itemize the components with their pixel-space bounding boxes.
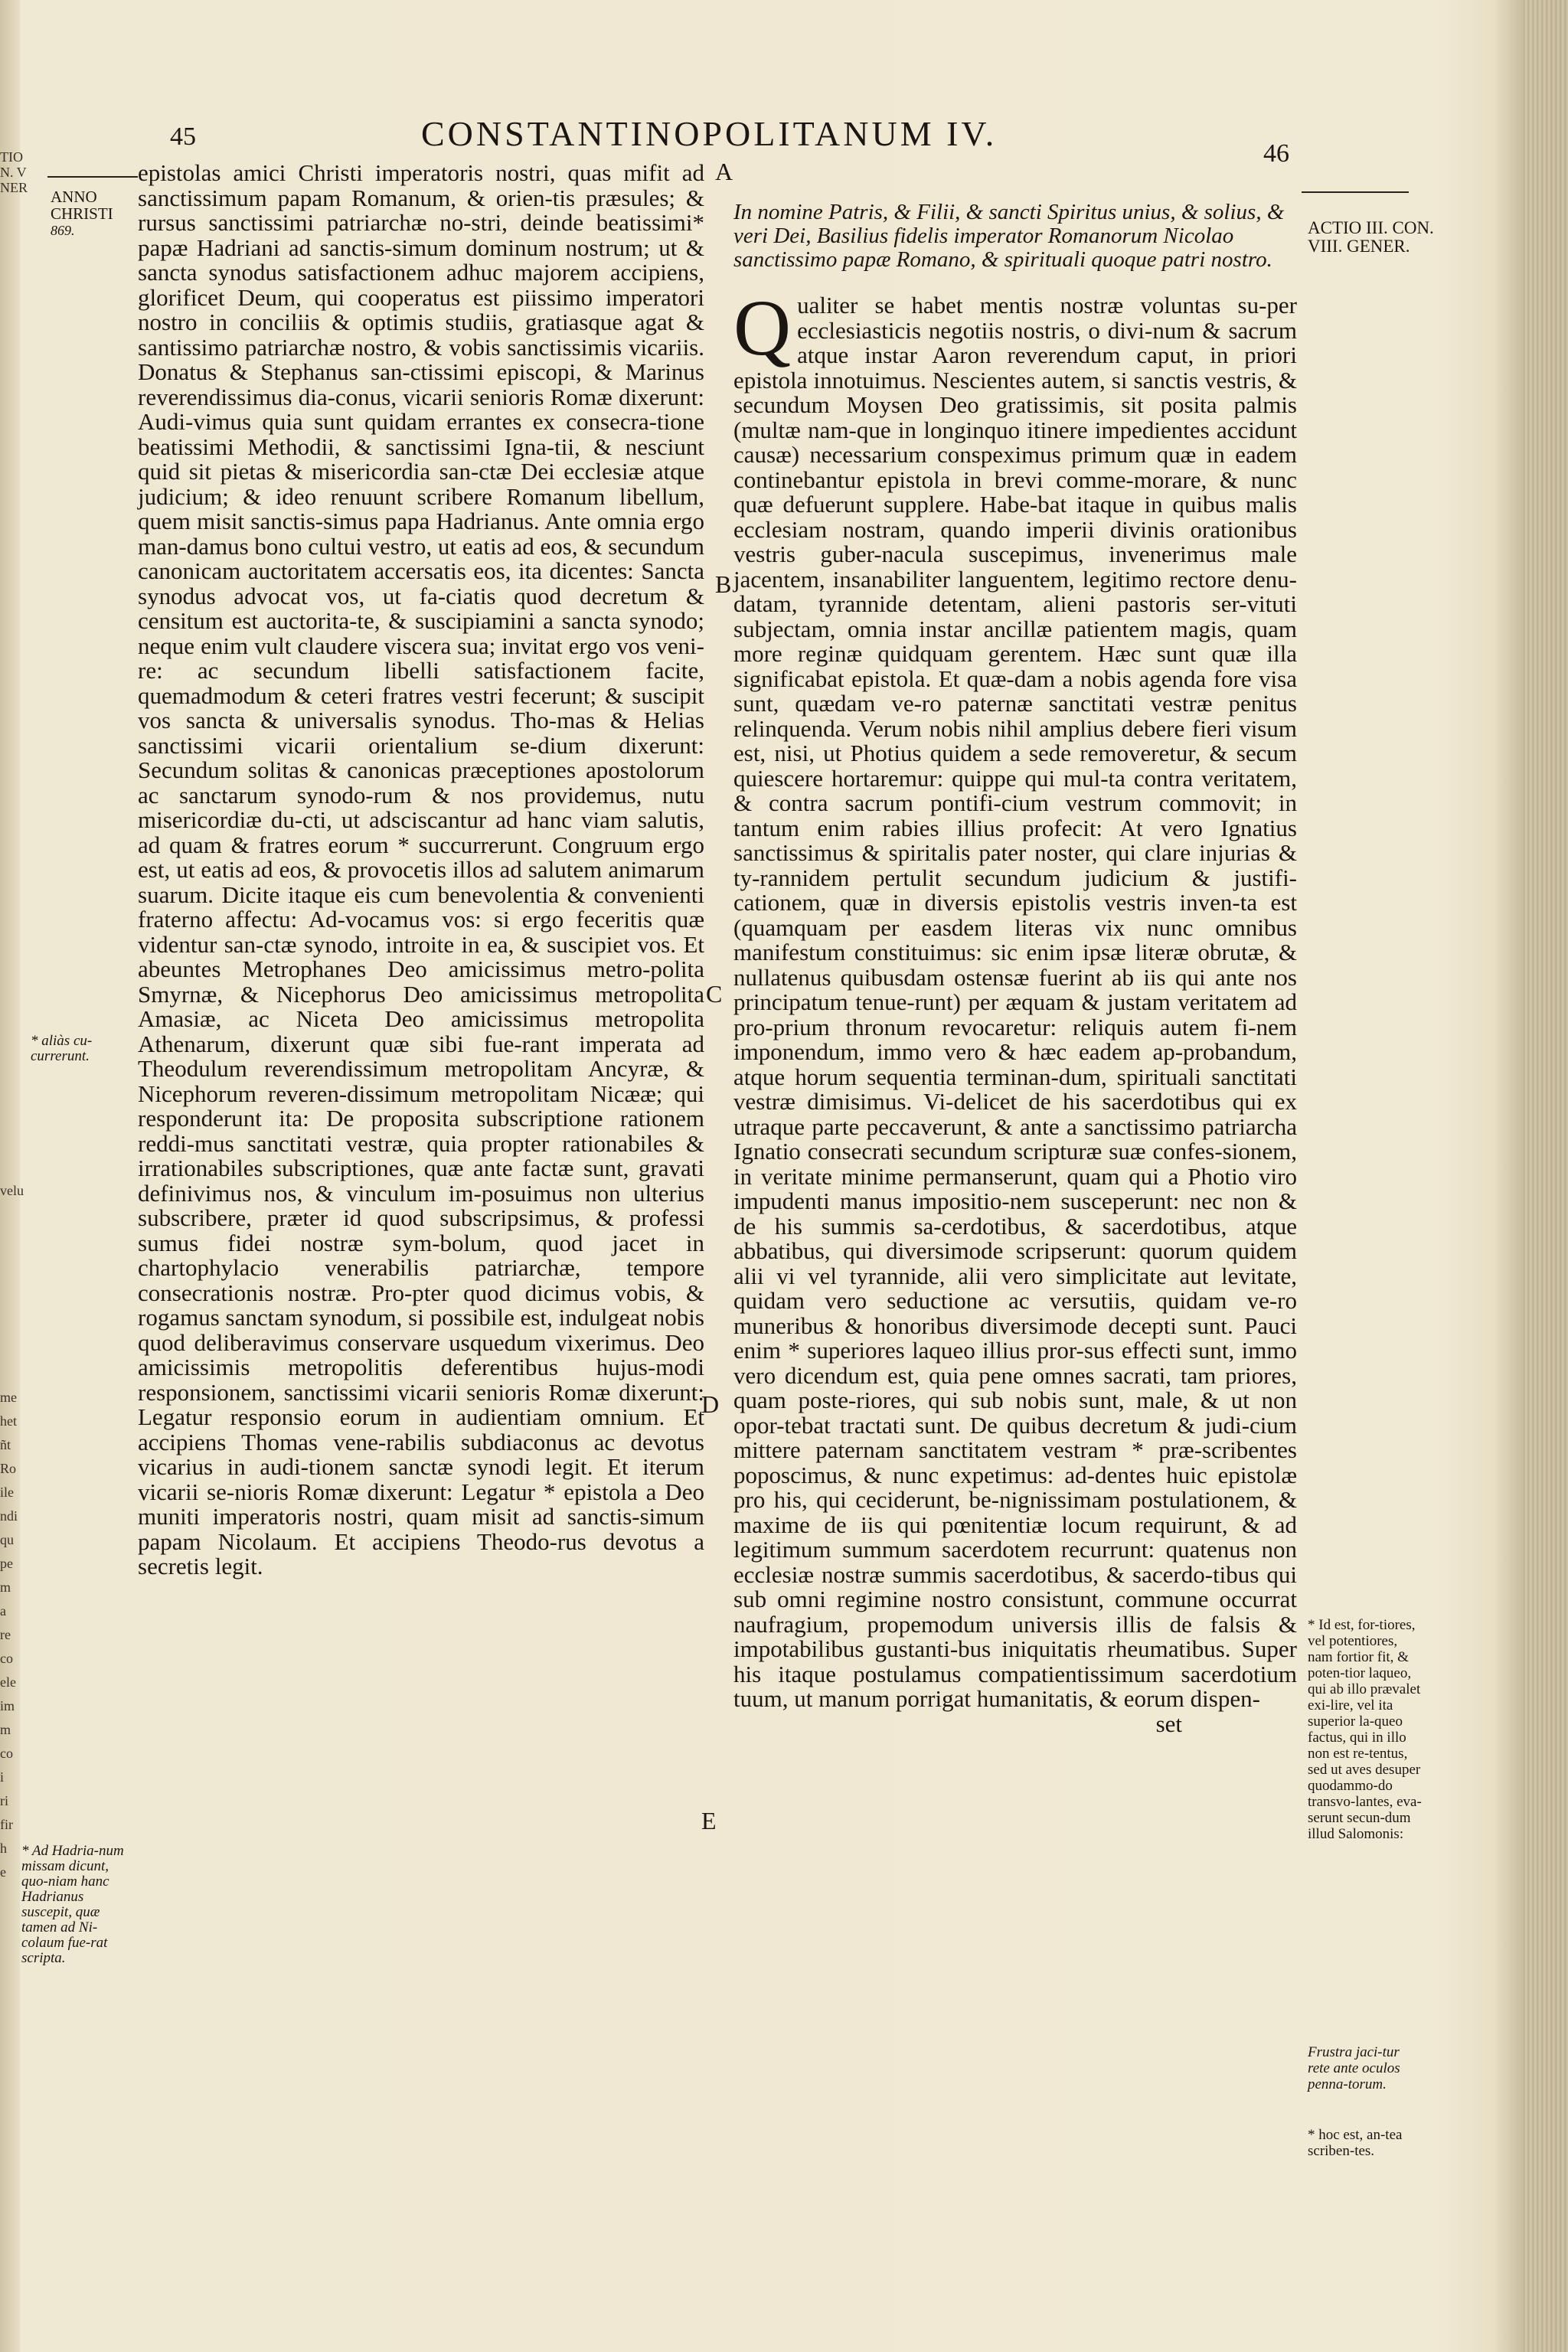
fragment-line: m (0, 1722, 11, 1737)
margin-note-actio: ACTIO III. CON. VIII. GENER. (1308, 218, 1434, 256)
section-letter-c: C (706, 980, 723, 1008)
fragment-line: me (0, 1390, 17, 1405)
section-letter-e: E (701, 1807, 717, 1834)
page-number-left: 45 (170, 122, 196, 151)
left-column-text (138, 161, 704, 1579)
drop-cap: Q (733, 284, 792, 372)
section-letter-d: D (701, 1390, 720, 1418)
section-letter-a: A (715, 158, 733, 185)
fragment-line: ñt (0, 1437, 11, 1452)
fragment-line: NER (0, 180, 28, 195)
fragment-line: fir (0, 1817, 13, 1832)
fragment-line: velu (0, 1183, 24, 1198)
fragment-line: ele (0, 1674, 16, 1690)
fragment-line: ndi (0, 1508, 18, 1524)
margin-note-aliter: * aliàs cu-currerunt. (31, 1033, 93, 1064)
anno-label: ANNO CHRISTI (51, 188, 113, 223)
fragment-line: ile (0, 1485, 14, 1500)
anno-year: 869. (51, 223, 75, 238)
fragment-line: h (0, 1841, 7, 1856)
fragment-line: qu (0, 1532, 14, 1547)
fragment-line: co (0, 1651, 13, 1666)
margin-note-anno-christi (51, 188, 135, 239)
letter-body-text: ualiter se habet mentis nostræ voluntas su-per ecclesiasticis negotiis nostris, o divi-num & sacrum atque instar Aaron reverendum caput, in priori epistola innotuimus. Nescientes autem, si sanctis vestris, & secundum Moysen Deo gratissimis, sit posita palmis (multæ nam-que in longinquo itinere impedientes accidunt causæ) necessarium conspeximus primum quæ in eadem continebantur epistola in brevi comme-morare, & nunc quæ defuerunt supplere. Habe-bat itaque in quibus malis ecclesiam nostram, quando imperii divinis orationibus vestris guber-nacula suscepimus, invenerimus male jacentem, insanabiliter languentem, legitimo rectore denu-datam, tyrannide detentam, alieni pastoris ser-vituti subjectam, omnia instar ancillæ patientem magis, quam more reginæ quidquam gerentem. Hæc sunt quæ illa significabat epistola. Et quæ-dam a nobis agenda fore visa sunt, quædam ve-ro paternæ sanctitati vestræ penitus relinquenda. Verum nobis nihil amplius debere fieri visum est, nisi, ut Photius quidem a sede removeretur, & secum quiescere hortaremur: quippe qui mul-ta contra veritatem, & contra sacrum pontifi-cium vestrum commovit; in tantum enim rabies illius profecit: At vero Ignatius sanctissimus & spiritalis pater noster, qui clare injurias & ty-rannidem pertulit secundum judicium & justifi-cationem, quæ in diversis epistolis vestris inven-ta est (quamquam per easdem literas vix nunc omnibus manifestum constituimus: sic enim ipsæ literæ obrutæ, & nullatenus quibusdam ostensæ fuerint ab iis qui ante nos principatum tenue-runt) per æquam & justam veritatem ad pro-prium thronum revocaretur: reliquis autem fi-nem imponendum, immo vero & hæc eadem ap-probandum, atque horum sequentia terminan-dum, spirituali sanctitati vestræ dimisimus. Vi-delicet de his sacerdotibus qui ex utraque parte peccaverunt, & ante a sanctissimo patriarcha Ignatio consecrati secundum scripturæ suæ confes-sionem, in veritate minime permanserunt, quam qui a Photio viro impudenti manus impositio-nem susceperunt: nec non & de his summis sa-cerdotibus, & sacerdotibus, atque abbatibus, qui diversimode scripserunt: quorum quidem alii vi vel tyrannide, alii vero simplicitate aut levitate, quidam vero seductione ac versutiis, quidam ve-ro muneribus & honoribus diversimode decepti sunt. Pauci enim * superiores laqueo illius pror-sus effecti sunt, immo vero dicendum est, quia pene omnes sacrati, tam priores, quam poste-riores, qui sub nobis sunt, male, & ut non opor-tebat tractati sunt. De quibus decretum & judi-cium mittere paternam sanctitatem vestram * præ-scribentes poposcimus, & nunc expetimus: ad-dentes huic epistolæ pro his, qui ceciderunt, be-nignissimam postulationem, & maxime de iis qui pœnitentiæ locum requirunt, & ad legitimum summum sacerdotem recurrunt: quatenus non ecclesiæ nostræ summis sacerdotibus, & sacerdo-tibus qui sub omni regimine nostro consistunt, commune occurrat naufragium, propemodum universis illis de falsis & impotabilibus gustanti-bus iniquitatis rheumatibus. Super his itaque postulamus compatientissimum sacerdotium tuum, ut manum porrigat humanitatis, & eorum dispen- (733, 292, 1297, 1712)
margin-note-hoc-est: * hoc est, an-tea scriben-tes. (1308, 2127, 1403, 2159)
fragment-line: TIO (0, 149, 23, 165)
fragment-line: het (0, 1413, 17, 1429)
previous-page-fragment-mid (0, 1183, 24, 1198)
letter-salutation: In nomine Patris, & Filii, & sancti Spiritus unius, & solius, & veri Dei, Basilius fidelis imperator Romanorum Nicolao sanctissimo papæ Romano, & spirituali quoque patri nostro. (733, 200, 1285, 272)
header-rule-right (1302, 191, 1409, 193)
fragment-line: m (0, 1579, 11, 1595)
book-spine-shadow (0, 0, 28, 2352)
header-rule-left (47, 176, 138, 178)
margin-note-id-est: * Id est, for-tiores, vel potentiores, nam fortior fit, & poten-tior laqueo, qui ab illo prævalet exi-lire, vel ita superior la-queo factus, qui in illo non est re-tentus, sed ut aves desuper quodammo-do transvo-lantes, eva-serunt secun-dum illud Salomonis: (1308, 1617, 1422, 1842)
fragment-line: i (0, 1769, 5, 1785)
left-column-paragraph: epistolas amici Christi imperatoris nostri, quas mifit ad sanctissimum papam Romanum, & orien-tis præsules; & rursus sanctissimi patriarchæ no-stri, deinde beatissimi* papæ Hadriani ad sanctis-simum dominum nostrum; ut & sancta synodus satisfactionem adhuc majorem accipiens, glorificet Deum, qui cooperatus est piissimo imperatori nostro in conciliis & optimis studiis, gratiasque agat & santissimo patriarchæ nostro, & vobis sanctissimis vicariis. Donatus & Stephanus san-ctissimi episcopi, & Marinus reverendissimus dia-conus, vicarii senioris Romæ dixerunt: Audi-vimus quia sunt quidam errantes ex consecra-tione beatissimi Methodii, & sanctissimi Igna-tii, & nesciunt quid sit pietas & misericordia san-ctæ Dei ecclesiæ atque judicium; & ideo renuunt scribere Romanum libellum, quem misit sanctis-simus papa Hadrianus. Ante omnia ergo man-damus bono cultui vestro, ut eatis ad eos, & secundum canonicam auctoritatem accersatis eos, ita dicentes: Sancta synodus advocat vos, ut fa-ciatis quod decretum & censitum est auctorita-te, & suscipiamini a sancta synodo; neque enim vult claudere viscera sua; invitat ergo vos veni-re: ac secundum libelli satisfactionem facite, quemadmodum & ceteri fratres vestri fecerunt; & suscipit vos sancta & universalis synodus. Tho-mas & Helias sanctissimi vicarii orientalium se-dium dixerunt: Secundum solitas & canonicas præceptiones apostolorum ac sanctarum synodo-rum & nos providemus, nutu misericordiæ du-cti, ut adsciscantur ad hanc viam salutis, ad quam & fratres eorum * succurrerunt. Congruum ergo est, ut eatis ad eos, & provocetis illos ad salutem animarum suarum. Dicite itaque eis cum benevolentia & convenienti fraterno affectu: Ad-vocamus vos: si ergo feceritis quæ videntur san-ctæ synodo, introite in ea, & suscipiet vos. Et abeuntes Metrophanes Deo amicissimus metro-polita Smyrnæ, & Nicephorus Deo amicissimus metropolita Amasiæ, ac Niceta Deo amicissimus metropolita Athenarum, dixerunt quæ sibi fue-rant imperata ad Theodulum reverendissimum metropolitam Ancyræ, & Nicephorum reveren-dissimum metropolitam Nicææ; qui responderunt ita: De proposita subscriptione rationem reddi-mus sanctitati vestræ, quia propter rationabiles & irrationabiles subscriptiones, quæ ante factæ sunt, gravati definivimus nos, & vinculum im-posuimus non ulterius subscribere, præter id quod subscripsimus, & professi sumus fidei nostræ sym-bolum, quod jacet in chartophylacio venerabilis patriarchæ, tempore consecrationis nostræ. Pro-pter quod dicimus vobis, & rogamus sanctam synodum, si possibile est, indulgeat nobis quod deliberavimus conservare usquedum vixerimus. Deo amicissimis metropolitis deferentibus hujus-modi responsionem, sanctissimi vicarii senioris Romæ dixerunt: Legatur responsio eorum in audientiam omnium. Et accipiens Thomas vene-rabilis subdiaconus ac devotus vicarius in audi-tionem sanctæ synodi legit. Et iterum vicarii se-nioris Romæ dixerunt: Legatur * epistola a Deo muniti imperatoris nostri, quam misit ad sanctis-simum papam Nicolaum. Et accipiens Theodo-rus devotus a secretis legit. (138, 159, 704, 1579)
previous-page-fragment-lower (0, 1386, 20, 1884)
fragment-line: Ro (0, 1461, 17, 1476)
previous-page-fragment-top (0, 149, 28, 195)
page-edges (1524, 0, 1568, 2352)
letter-body (733, 284, 1297, 1712)
fragment-line: N. V (0, 165, 27, 180)
fragment-line: ri (0, 1793, 8, 1808)
section-letter-b: B (715, 570, 732, 598)
page-number-right: 46 (1263, 139, 1289, 168)
fragment-line: a (0, 1603, 6, 1619)
fragment-line: im (0, 1698, 15, 1713)
fragment-line: co (0, 1746, 13, 1761)
margin-note-ad-hadrianum: * Ad Hadria-num missam dicunt, quo-niam hanc Hadrianus suscepit, quæ tamen ad Ni-colaum fue-rat scripta. (21, 1843, 124, 1966)
margin-note-frustra: Frustra jaci-tur rete ante oculos penna-torum. (1308, 2044, 1400, 2092)
right-column-text (733, 201, 1297, 1736)
fragment-line: re (0, 1627, 11, 1642)
running-title: CONSTANTINOPOLITANUM IV. (421, 114, 998, 153)
fragment-line: pe (0, 1556, 13, 1571)
catchword: set (1155, 1710, 1182, 1737)
fragment-line: e (0, 1864, 6, 1880)
